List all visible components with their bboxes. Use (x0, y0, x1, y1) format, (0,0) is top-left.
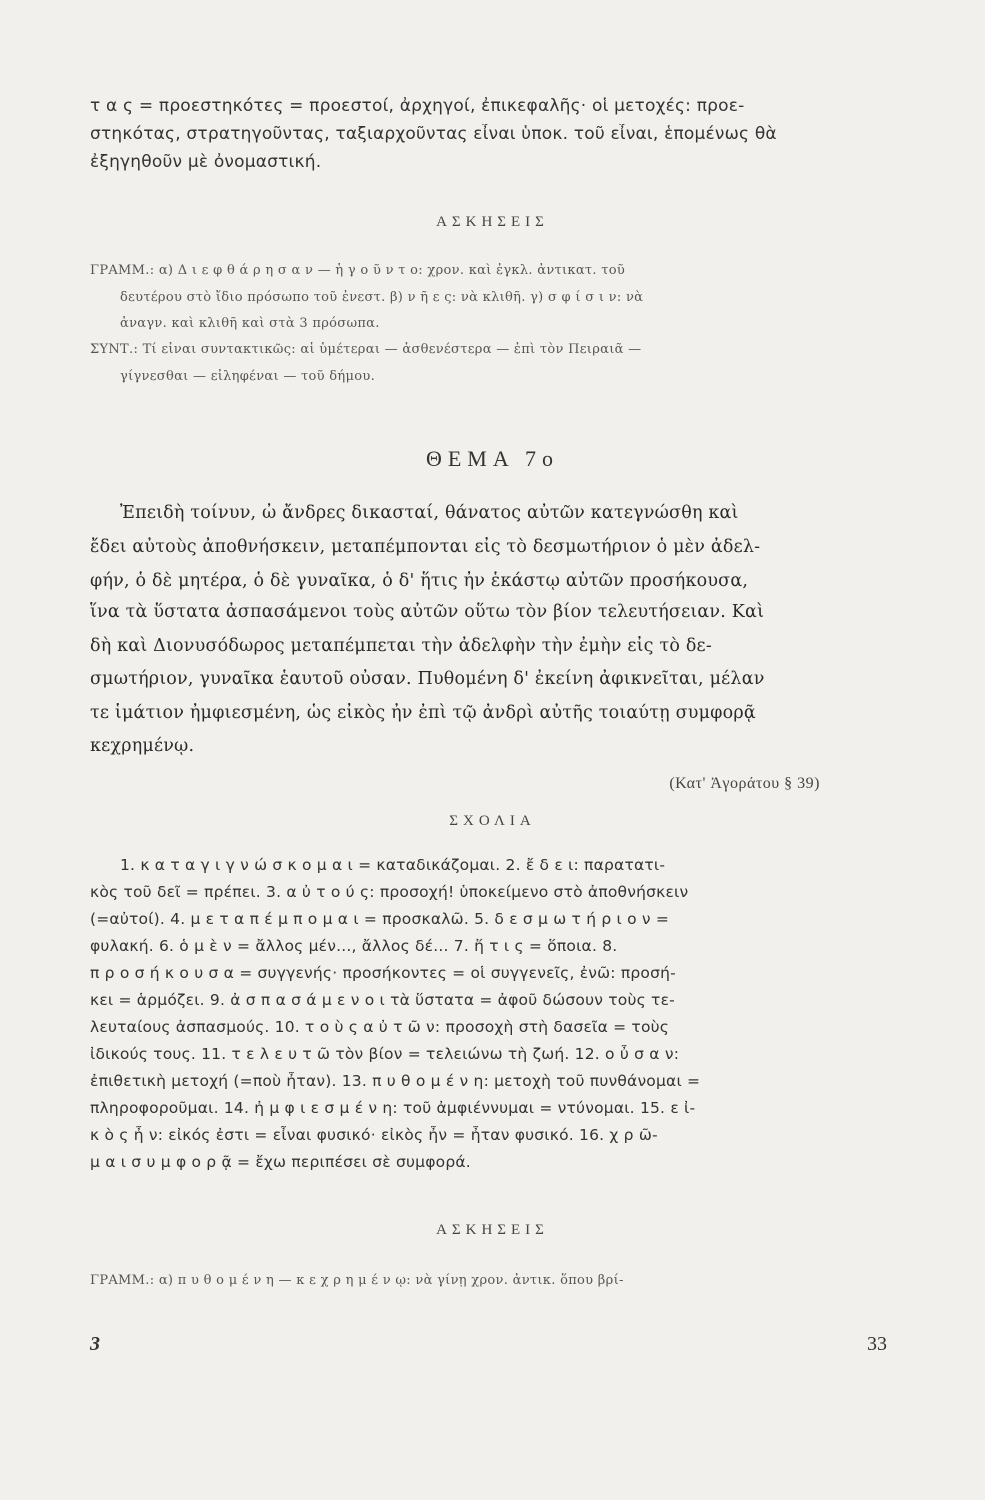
passage-line: κεχρημένῳ. (90, 736, 195, 756)
exercise-line: ΓΡΑΜΜ.: α) π υ θ ο μ έ ν η — κ ε χ ρ η μ έ ν ῳ: νὰ γίνῃ χρον. ἀντικ. ὅπου βρί- (90, 1273, 624, 1288)
intro-line: τ α ς = προεστηκότες = προεστοί, ἀρχηγοί, ἐπικεφαλῆς· οἱ μετοχές: προε- (90, 96, 745, 116)
theme-title: ΘΕΜΑ 7ο (425, 446, 560, 471)
scholia-line: π ρ ο σ ή κ ο υ σ α = συγγενής· προσήκοντες = οἱ συγγενεῖς, ἐνῶ: προσή- (90, 964, 676, 982)
exercise-line: ΓΡΑΜΜ.: α) Δ ι ε φ θ ά ρ η σ α ν — ἡ γ ο ῦ ν τ ο: χρον. καὶ ἐγκλ. ἀντικατ. τοῦ (90, 263, 626, 278)
passage-line: δὴ καὶ Διονυσόδωρος μεταπέμπεται τὴν ἀδελφὴν τὴν ἐμὴν εἰς τὸ δε- (90, 636, 712, 656)
scholia-line: πληροφοροῦμαι. 14. ἠ μ φ ι ε σ μ έ ν η: τοῦ ἀμφιέννυμαι = ντύνομαι. 15. ε ἰ- (90, 1099, 696, 1117)
exercises-heading-2: ΑΣΚΗΣΕΙΣ (436, 1222, 549, 1238)
scholia-line: 1. κ α τ α γ ι γ ν ώ σ κ ο μ α ι = καταδικάζομαι. 2. ἔ δ ε ι: παρατατι- (120, 856, 666, 874)
exercises-heading: ΑΣΚΗΣΕΙΣ (436, 214, 549, 230)
source-citation: (Κατ' Ἀγοράτου § 39) (669, 775, 820, 792)
passage-line: ἔδει αὐτοὺς ἀποθνήσκειν, μεταπέμπονται εἰς τὸ δεσμωτήριον ὁ μὲν ἀδελ- (90, 537, 761, 557)
passage-line: τε ἱμάτιον ἠμφιεσμένη, ὡς εἰκὸς ἦν ἐπὶ τῷ ἀνδρὶ αὐτῆς τοιαύτῃ συμφορᾷ (90, 703, 756, 723)
passage-line: Ἐπειδὴ τοίνυν, ὦ ἄνδρες δικασταί, θάνατος αὐτῶν κατεγνώσθη καὶ (120, 503, 739, 523)
scholia-line: φυλακή. 6. ὁ μ ὲ ν = ἄλλος μέν..., ἄλλος δέ... 7. ἥ τ ι ς = ὅποια. 8. (90, 937, 618, 955)
exercise-line: δευτέρου στὸ ἴδιο πρόσωπο τοῦ ἐνεστ. β) ν ῆ ε ς: νὰ κλιθῆ. γ) σ φ ί σ ι ν: νὰ (120, 290, 644, 305)
scholia-line: κὸς τοῦ δεῖ = πρέπει. 3. α ὐ τ ο ύ ς: προσοχή! ὑποκείμενο στὸ ἀποθνήσκειν (90, 883, 689, 901)
passage-line: ἵνα τὰ ὕστατα ἀσπασάμενοι τοὺς αὐτῶν οὕτω τὸν βίον τελευτήσειαν. Καὶ (90, 602, 765, 622)
exercise-line: ἀναγν. καὶ κλιθῆ καὶ στὰ 3 πρόσωπα. (120, 316, 380, 331)
scholia-line: κ ὸ ς ἦ ν: εἰκός ἐστι = εἶναι φυσικό· εἰκὸς ἦν = ἦταν φυσικό. 16. χ ρ ῶ- (90, 1126, 658, 1144)
scholia-line: (=αὐτοί). 4. μ ε τ α π έ μ π ο μ α ι = προσκαλῶ. 5. δ ε σ μ ω τ ή ρ ι ο ν = (90, 910, 670, 928)
scholia-heading: ΣΧΟΛΙΑ (449, 813, 536, 829)
intro-line: ἐξηγηθοῦν μὲ ὀνομαστική. (90, 152, 322, 172)
scholia-line: ἐπιθετικὴ μετοχή (=ποὺ ἦταν). 13. π υ θ ο μ έ ν η: μετοχὴ τοῦ πυνθάνομαι = (90, 1072, 701, 1090)
scholia-line: ἰδικούς τους. 11. τ ε λ ε υ τ ῶ τὸν βίον = τελειώνω τὴ ζωή. 12. ο ὖ σ α ν: (90, 1045, 680, 1063)
scholia-line: μ α ι σ υ μ φ ο ρ ᾷ = ἔχω περιπέσει σὲ συμφορά. (90, 1153, 471, 1171)
passage-line: φήν, ὁ δὲ μητέρα, ὁ δὲ γυναῖκα, ὁ δ' ἥτις ἦν ἑκάστῳ αὐτῶν προσήκουσα, (90, 571, 749, 591)
passage-line: σμωτήριον, γυναῖκα ἑαυτοῦ οὖσαν. Πυθομένη δ' ἐκείνη ἀφικνεῖται, μέλαν (90, 669, 765, 689)
intro-line: στηκότας, στρατηγοῦντας, ταξιαρχοῦντας εἶναι ὑποκ. τοῦ εἶναι, ἑπομένως θὰ (90, 124, 777, 144)
exercise-line: ΣΥΝΤ.: Τί εἶναι συντακτικῶς: αἱ ὑμέτεραι — ἀσθενέστερα — ἐπὶ τὸν Πειραιᾶ — (90, 342, 642, 357)
page-number: 33 (867, 1333, 887, 1355)
signature-mark: 3 (90, 1333, 100, 1355)
exercise-line: γίγνεσθαι — εἰληφέναι — τοῦ δήμου. (120, 369, 376, 384)
scholia-line: κει = ἁρμόζει. 9. ἀ σ π α σ ά μ ε ν ο ι τὰ ὕστατα = ἀφοῦ δώσουν τοὺς τε- (90, 991, 675, 1009)
scholia-line: λευταίους ἀσπασμούς. 10. τ ο ὺ ς α ὐ τ ῶ ν: προσοχὴ στὴ δασεῖα = τοὺς (90, 1018, 670, 1036)
